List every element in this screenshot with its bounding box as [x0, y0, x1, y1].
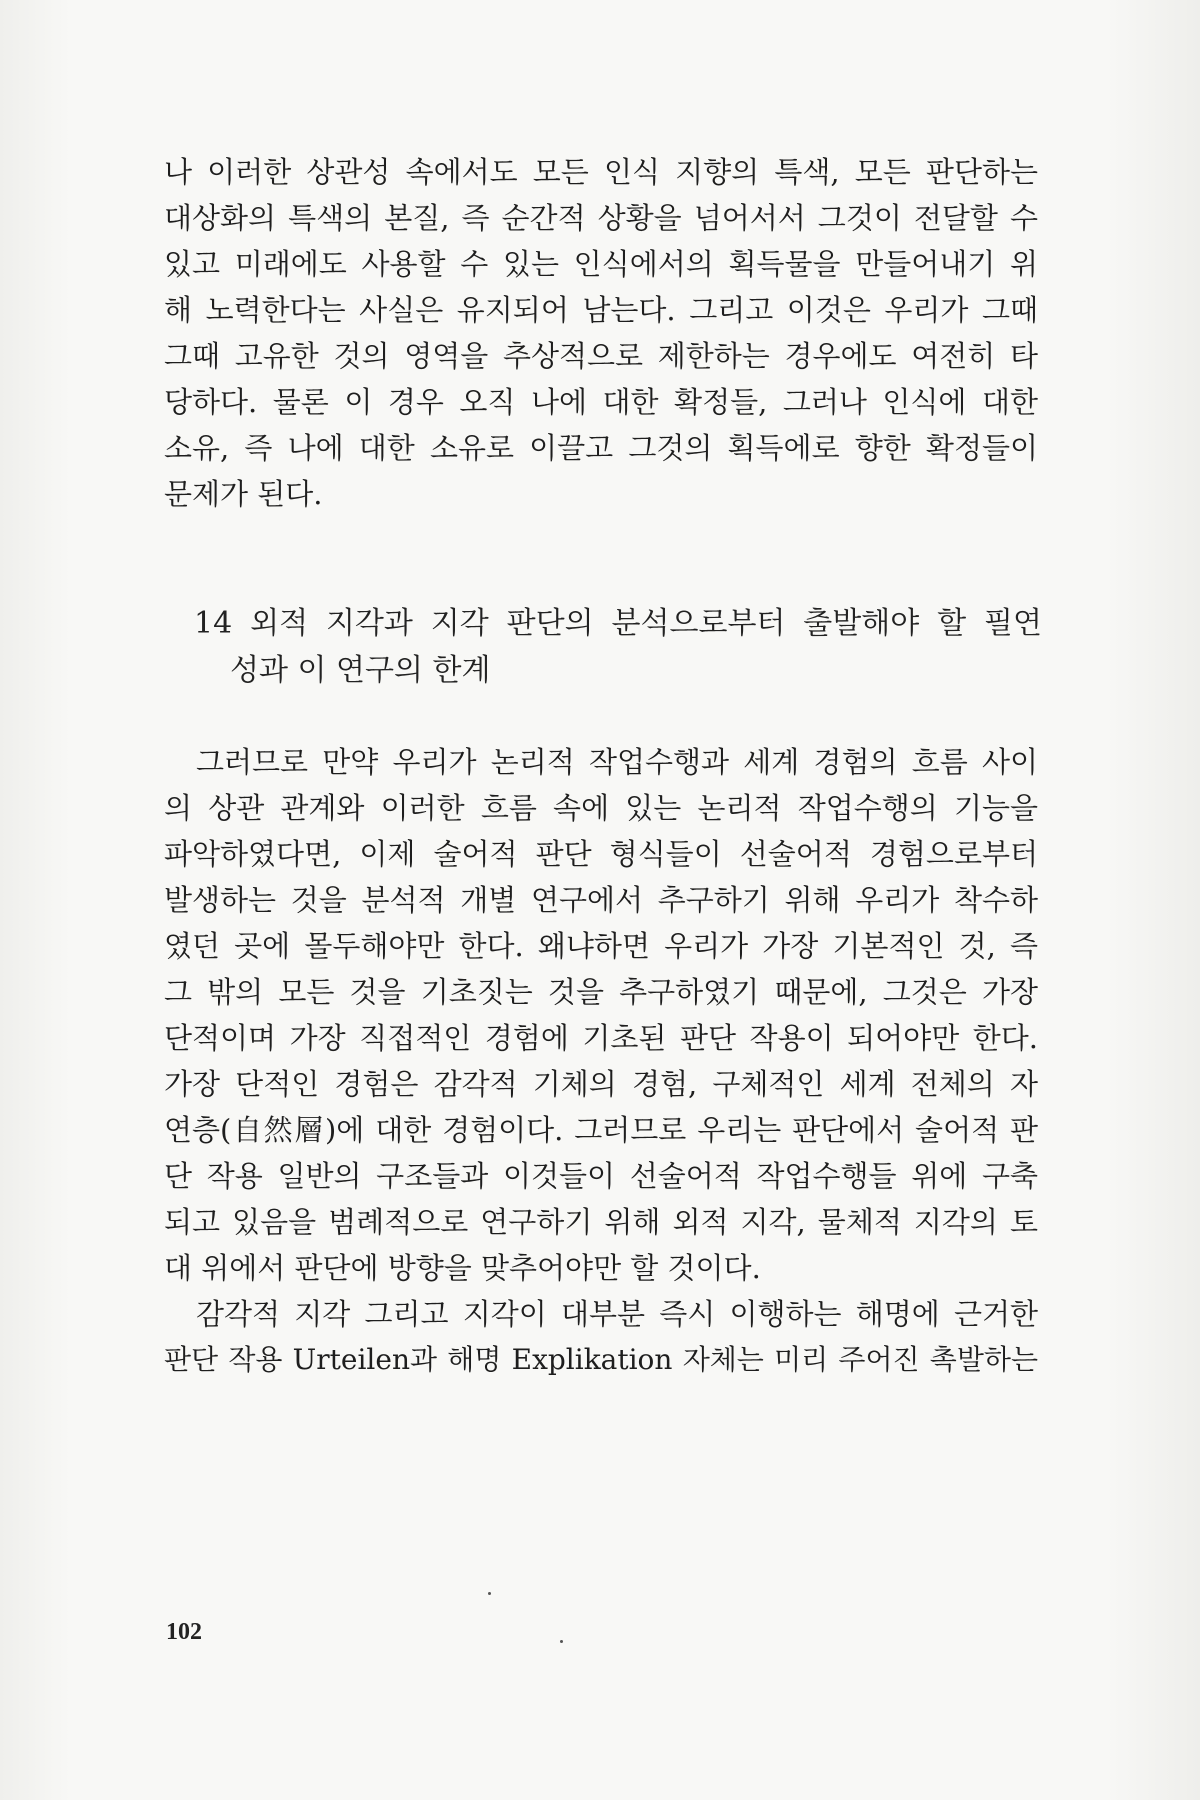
text-line: 판단 작용 Urteilen과 해명 Explikation 자체는 미리 주어진 촉발하는 — [164, 1343, 1038, 1376]
text-line: 나 이러한 상관성 속에서도 모든 인식 지향의 특색, 모든 판단하는 — [164, 155, 1038, 189]
text-line: 파악하였다면, 이제 술어적 판단 형식들이 선술어적 경험으로부터 — [164, 837, 1038, 871]
text-line: 그러므로 만약 우리가 논리적 작업수행과 세계 경험의 흐름 사이 — [196, 745, 1038, 779]
text-line: 가장 단적인 경험은 감각적 기체의 경험, 구체적인 세계 전체의 자 — [164, 1067, 1038, 1101]
text-line: 그때 고유한 것의 영역을 추상적으로 제한하는 경우에도 여전히 타 — [164, 339, 1038, 373]
scan-speck — [488, 1592, 491, 1595]
text-line: 감각적 지각 그리고 지각이 대부분 즉시 이행하는 해명에 근거한 — [196, 1297, 1038, 1331]
text-line: 단 작용 일반의 구조들과 이것들이 선술어적 작업수행들 위에 구축 — [164, 1159, 1038, 1193]
text-line: 있고 미래에도 사용할 수 있는 인식에서의 획득물을 만들어내기 위 — [164, 247, 1038, 281]
scan-speck — [560, 1640, 563, 1643]
page-number: 102 — [166, 1619, 202, 1645]
text-line: 발생하는 것을 분석적 개별 연구에서 추구하기 위해 우리가 착수하 — [164, 883, 1038, 917]
text-line: 해 노력한다는 사실은 유지되어 남는다. 그리고 이것은 우리가 그때 — [164, 293, 1038, 327]
text-line: 의 상관 관계와 이러한 흐름 속에 있는 논리적 작업수행의 기능을 — [164, 791, 1038, 825]
text-line: 문제가 된다. — [164, 477, 323, 511]
text-line: 대상화의 특색의 본질, 즉 순간적 상황을 넘어서서 그것이 전달할 수 — [164, 201, 1038, 235]
text-line: 였던 곳에 몰두해야만 한다. 왜냐하면 우리가 가장 기본적인 것, 즉 — [164, 929, 1038, 963]
text-line: 당하다. 물론 이 경우 오직 나에 대한 확정들, 그러나 인식에 대한 — [164, 385, 1038, 419]
section-heading-line: 성과 이 연구의 한계 — [230, 653, 491, 688]
text-line: 대 위에서 판단에 방향을 맞추어야만 할 것이다. — [164, 1251, 761, 1285]
text-line: 소유, 즉 나에 대한 소유로 이끌고 그것의 획득에로 향한 확정들이 — [164, 431, 1038, 465]
section-heading-line: 14 외적 지각과 지각 판단의 분석으로부터 출발해야 할 필연 — [194, 606, 1042, 641]
text-line: 되고 있음을 범례적으로 연구하기 위해 외적 지각, 물체적 지각의 토 — [164, 1205, 1038, 1239]
text-line: 연층(自然層)에 대한 경험이다. 그러므로 우리는 판단에서 술어적 판 — [164, 1113, 1038, 1147]
text-line: 단적이며 가장 직접적인 경험에 기초된 판단 작용이 되어야만 한다. — [164, 1021, 1038, 1055]
text-line: 그 밖의 모든 것을 기초짓는 것을 추구하였기 때문에, 그것은 가장 — [164, 975, 1038, 1009]
